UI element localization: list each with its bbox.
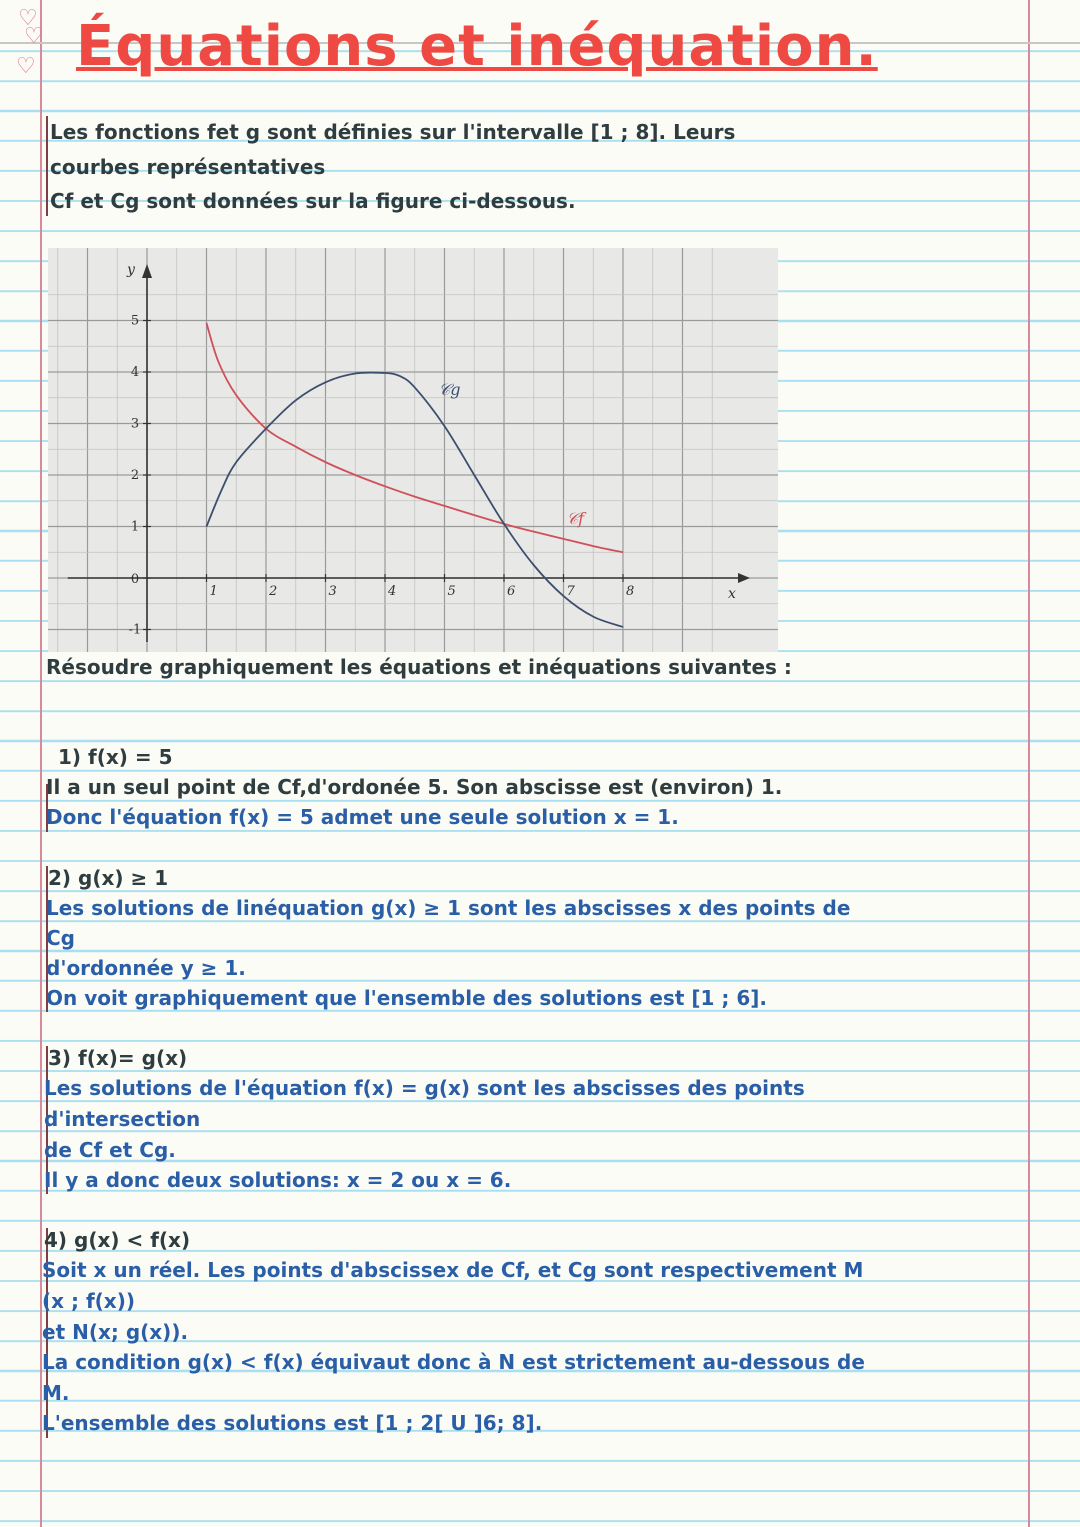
q1-line-1: Il a un seul point de Cf,d'ordonée 5. Son abscisse est (environ) 1. xyxy=(46,775,783,799)
x-axis-label: x xyxy=(728,586,736,602)
y-axis-label: y xyxy=(127,262,135,278)
q4-line-3: et N(x; g(x)). xyxy=(42,1320,189,1344)
intro-accent-bar xyxy=(46,116,48,216)
x-tick-label: 1 xyxy=(209,584,218,599)
x-tick-label: 6 xyxy=(507,584,516,599)
x-tick-label: 8 xyxy=(626,584,635,599)
q2-line-3: d'ordonnée y ≥ 1. xyxy=(46,956,246,980)
y-tick-label: 5 xyxy=(130,313,140,329)
y-tick-label: -1 xyxy=(128,622,142,638)
q2-line-4: On voit graphiquement que l'ensemble des solutions est [1 ; 6]. xyxy=(46,986,767,1010)
y-tick-label: 1 xyxy=(130,519,140,535)
y-tick-label: 4 xyxy=(130,365,140,380)
graph-background xyxy=(48,248,778,652)
exercise-prompt: Résoudre graphiquement les équations et inéquations suivantes : xyxy=(46,655,792,679)
q4-line-6: L'ensemble des solutions est [1 ; 2[ U ]6; 8]. xyxy=(42,1411,543,1435)
right-margin-line xyxy=(1028,0,1030,1527)
q4-line-2: (x ; f(x)) xyxy=(42,1289,135,1313)
curve-label-cg: 𝒞g xyxy=(438,380,461,400)
function-graph xyxy=(48,248,778,652)
q2-heading: 2) g(x) ≥ 1 xyxy=(48,866,169,890)
y-tick-label: 0 xyxy=(130,572,140,587)
q2-line-1: Les solutions de linéquation g(x) ≥ 1 sont les abscisses x des points de xyxy=(46,896,851,920)
q3-line-3: de Cf et Cg. xyxy=(44,1138,176,1162)
x-tick-label: 4 xyxy=(388,584,397,599)
page-title: Équations et inéquation. xyxy=(76,14,878,79)
x-tick-label: 5 xyxy=(447,584,456,599)
heart-icon: ♡ xyxy=(18,6,38,31)
y-tick-label: 2 xyxy=(130,468,140,483)
heart-icon: ♡ xyxy=(24,24,44,49)
intro-line-3: Cf et Cg sont données sur la figure ci-dessous. xyxy=(50,189,576,213)
curve-label-cf: 𝒞f xyxy=(566,508,585,528)
q3-line-1: Les solutions de l'équation f(x) = g(x) sont les abscisses des points xyxy=(44,1076,805,1100)
q4-line-5: M. xyxy=(42,1381,70,1405)
q3-heading: 3) f(x)= g(x) xyxy=(48,1046,188,1070)
y-tick-label: 3 xyxy=(130,416,140,432)
x-tick-label: 7 xyxy=(566,584,575,599)
q1-line-2: Donc l'équation f(x) = 5 admet une seule solution x = 1. xyxy=(46,805,679,829)
x-tick-label: 2 xyxy=(269,584,278,599)
x-tick-label: 3 xyxy=(328,584,337,599)
q3-line-4: Il y a donc deux solutions: x = 2 ou x = 6. xyxy=(44,1168,512,1192)
q1-heading: 1) f(x) = 5 xyxy=(58,745,173,769)
intro-line-2: courbes représentatives xyxy=(50,155,326,179)
q4-line-4: La condition g(x) < f(x) équivaut donc à N est strictement au-dessous de xyxy=(42,1350,865,1374)
q2-line-2: Cg xyxy=(46,926,75,950)
intro-line-1: Les fonctions fet g sont définies sur l'intervalle [1 ; 8]. Leurs xyxy=(50,120,736,144)
q4-heading: 4) g(x) < f(x) xyxy=(44,1228,191,1252)
heart-icon: ♡ xyxy=(16,54,36,79)
q3-line-2: d'intersection xyxy=(44,1107,201,1131)
q4-line-1: Soit x un réel. Les points d'abscissex de Cf, et Cg sont respectivement M xyxy=(42,1258,864,1282)
